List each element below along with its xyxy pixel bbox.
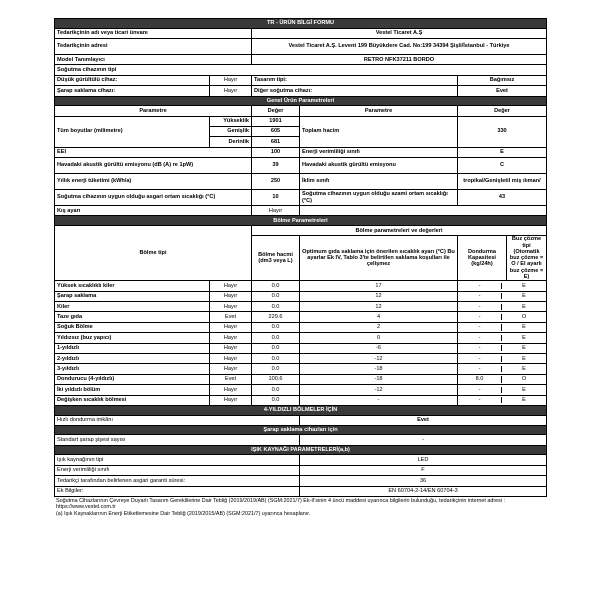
freeze-defrost-header-row xyxy=(458,236,546,280)
param-left-label: Havadaki akustik gürültü emisyonu (dB (A) re 1pW) xyxy=(55,158,252,174)
compartment-defrost-type: E xyxy=(522,282,526,289)
fast-freeze-value: Evet xyxy=(300,415,547,425)
compartment-name: Değişken sıcaklık bölmesi xyxy=(55,395,210,405)
light-source-row xyxy=(55,465,547,475)
type-left-label: Şarap saklama cihazı: xyxy=(55,86,210,96)
compartment-defrost-type: E xyxy=(522,397,526,404)
compartment-freeze-defrost xyxy=(458,353,547,363)
compartment-freeze-capacity: - xyxy=(458,356,502,362)
compartment-name: 2-yıldızlı xyxy=(55,353,210,363)
compartment-present: Hayır xyxy=(210,395,252,405)
product-info-sheet xyxy=(54,18,546,518)
compartment-volume: 0.0 xyxy=(252,302,300,312)
compartment-present: Hayır xyxy=(210,322,252,332)
compartment-name: Kiler xyxy=(55,302,210,312)
dimension-label: Genişlik xyxy=(210,126,252,136)
compartment-temperature: 4 xyxy=(300,312,458,322)
supplier-name-label: Tedarikçinin adı veya ticari ünvanı xyxy=(55,28,252,38)
winter-setting-row xyxy=(55,206,547,216)
model-value: RETRO NFK37211 BORDO xyxy=(252,54,547,64)
type-right-value: Bağımsız xyxy=(458,75,547,85)
compartment-present: Hayır xyxy=(210,364,252,374)
compartment-row xyxy=(55,322,547,332)
supplier-address-value: Vestel Ticaret A.Ş. Levent 199 Büyükdere Cad. No:199 34394 Şişli/İstanbul - Türkiye xyxy=(252,38,547,54)
compartment-volume: 0.0 xyxy=(252,385,300,395)
value-col-header: Değer xyxy=(252,106,300,116)
compartment-temperature: -6 xyxy=(300,343,458,353)
fast-freeze-row xyxy=(55,415,547,425)
light-source-label: Işık kaynağının tipi xyxy=(55,455,300,465)
param-right-label: İklim sınıfı xyxy=(300,174,458,190)
compartment-defrost-type: E xyxy=(522,386,526,393)
compartment-name: 1-yıldızlı xyxy=(55,343,210,353)
param-left-label: Soğutma cihazının uygun olduğu asgari ortam sıcaklığı (°C) xyxy=(55,190,252,206)
compartment-group-title: Bölme parametreleri ve değerleri xyxy=(252,226,547,236)
compartment-freeze-capacity: - xyxy=(458,397,502,403)
general-param-row xyxy=(55,147,547,157)
compartment-freeze-defrost xyxy=(458,322,547,332)
compartment-temperature: 12 xyxy=(300,302,458,312)
compartment-params-header xyxy=(55,216,547,226)
compartment-freeze-defrost xyxy=(458,281,547,291)
footnotes xyxy=(54,497,546,518)
wine-storage-header xyxy=(55,425,547,435)
compartment-freeze-defrost xyxy=(458,312,547,322)
wine-bottles-value: - xyxy=(300,435,547,445)
compartment-type-header: Bölme tipi xyxy=(55,226,252,281)
compartment-temperature: - xyxy=(300,395,458,405)
type-left-value: Hayır xyxy=(210,75,252,85)
compartment-defrost-type: E xyxy=(522,355,526,362)
param-right-value: E xyxy=(458,147,547,157)
defrost-type-col-header: Buz çözme tipi (Otomatik buz çözme = O / El ayarlı buz çözme = E) xyxy=(509,236,544,280)
compartment-defrost-type: E xyxy=(522,324,526,331)
compartment-name: 3-yıldızlı xyxy=(55,364,210,374)
model-row xyxy=(55,54,547,64)
param-right-label: Soğutma cihazının uygun olduğu azami ortam sıcaklığı (°C) xyxy=(300,190,458,206)
wine-storage-header-title: Şarap saklama cihazları için xyxy=(55,425,547,435)
param-left-value: 39 xyxy=(252,158,300,174)
compartment-freeze-defrost xyxy=(458,385,547,395)
general-param-row xyxy=(55,190,547,206)
light-source-row xyxy=(55,476,547,486)
compartment-present: Hayır xyxy=(210,333,252,343)
compartment-present: Hayır xyxy=(210,281,252,291)
general-param-row xyxy=(55,174,547,190)
value-col-header-right: Değer xyxy=(458,106,547,116)
compartment-defrost-type: O xyxy=(521,313,527,320)
compartment-freeze-capacity: - xyxy=(458,283,502,289)
compartment-volume: 100.6 xyxy=(252,374,300,384)
compartment-volume: 0.0 xyxy=(252,322,300,332)
light-source-value: 36 xyxy=(300,476,547,486)
compartment-defrost-type: E xyxy=(522,345,526,352)
compartment-defrost-type: E xyxy=(522,365,526,372)
compartment-freeze-defrost xyxy=(458,333,547,343)
type-right-label: Diğer soğutma cihazı: xyxy=(252,86,458,96)
dimension-value: 605 xyxy=(252,126,300,136)
light-source-row xyxy=(55,455,547,465)
footnote-2: (a) Işık Kaynaklarının Enerji Etiketlemesine Dair Tebliğ (2019/2015/AB) (SGM:2021/7) uyarınca hesaplanır. xyxy=(56,511,311,518)
wine-bottles-row xyxy=(55,435,547,445)
appliance-type-label: Soğutma cihazının tipi xyxy=(55,65,547,75)
compartment-temperature: 12 xyxy=(300,291,458,301)
type-right-value: Evet xyxy=(458,86,547,96)
dimension-value: 1901 xyxy=(252,116,300,126)
compartment-defrost-type: O xyxy=(521,376,527,383)
type-right-label: Tasarım tipi: xyxy=(252,75,458,85)
compartment-name: Yüksek sıcaklıklı kiler xyxy=(55,281,210,291)
compartment-group-row xyxy=(55,226,547,236)
param-col-header: Parametre xyxy=(55,106,252,116)
compartment-defrost-type: E xyxy=(522,303,526,310)
general-params-columns xyxy=(55,106,547,116)
param-left-value: 250 xyxy=(252,174,300,190)
supplier-address-label: Tedarikçinin adresi xyxy=(55,38,252,54)
winter-setting-label: Kış ayarı xyxy=(55,206,252,216)
product-info-table xyxy=(54,18,547,497)
compartment-freeze-defrost xyxy=(458,364,547,374)
type-left-label: Düşük gürültülü cihaz: xyxy=(55,75,210,85)
light-source-label: Ek Bilgiler: xyxy=(55,486,300,496)
compartment-name: Şarap saklama xyxy=(55,291,210,301)
param-right-value: C xyxy=(458,158,547,174)
compartment-volume: 0.0 xyxy=(252,364,300,374)
light-source-label: Enerji verimliliği sınıfı xyxy=(55,465,300,475)
param-left-value: 10 xyxy=(252,190,300,206)
compartment-defrost-type: E xyxy=(522,334,526,341)
temperature-col-header: Optimum gıda saklama için önerilen sıcaklık ayarı (°C) Bu ayarlar Ek IV, Tablo 3'te belirtilen saklama koşulları ile çelişmez xyxy=(300,236,458,281)
compartment-present: Hayır xyxy=(210,302,252,312)
light-source-value: EN 60704-2-14/EN 60704-3 xyxy=(300,486,547,496)
compartment-defrost-type: E xyxy=(522,293,526,300)
light-source-header-title: IŞIK KAYNAĞI PARAMETRELERİ(a,b) xyxy=(55,445,547,455)
compartment-present: Evet xyxy=(210,312,252,322)
compartment-temperature: -12 xyxy=(300,385,458,395)
light-source-label: Tedarikçi tarafından belirlenen asgari garanti süresi: xyxy=(55,476,300,486)
type-left-value: Hayır xyxy=(210,86,252,96)
compartment-freeze-defrost xyxy=(458,302,547,312)
compartment-present: Hayır xyxy=(210,343,252,353)
footnote-1: Soğutma Cihazlarının Çevreye Duyarlı Tasarım Gereklilerine Dair Tebliğ (2019/2019/AB) (SGM:2021/7) Ek-II'sinin 4 üncü maddesi uyarınca bilgilerin bulunduğu, tedarikçinin internet adresi : https://www.vestel.com.tr xyxy=(56,497,506,510)
compartment-temperature: 2 xyxy=(300,322,458,332)
compartment-volume: 0.0 xyxy=(252,333,300,343)
compartment-name: İki yıldızlı bölüm xyxy=(55,385,210,395)
four-star-header xyxy=(55,405,547,415)
compartment-params-header-title: Bölme Parametreleri xyxy=(55,216,547,226)
compartment-freeze-capacity: - xyxy=(458,366,502,372)
type-row xyxy=(55,75,547,85)
winter-setting-value: Hayır xyxy=(252,206,300,216)
type-row xyxy=(55,86,547,96)
compartment-temperature: -18 xyxy=(300,374,458,384)
freeze-defrost-header-table xyxy=(458,236,546,280)
dimension-value: 681 xyxy=(252,137,300,147)
compartment-row xyxy=(55,364,547,374)
dimension-label: Yükseklik xyxy=(210,116,252,126)
compartment-name: Dondurucu (4-yıldızlı) xyxy=(55,374,210,384)
dimension-label: Derinlik xyxy=(210,137,252,147)
freeze-capacity-col-header: Dondurma Kapasitesi (kg/24h) xyxy=(458,236,507,280)
compartment-temperature: 0 xyxy=(300,333,458,343)
general-param-row xyxy=(55,158,547,174)
light-source-header xyxy=(55,445,547,455)
supplier-name-row xyxy=(55,28,547,38)
compartment-row xyxy=(55,395,547,405)
four-star-header-title: 4-YILDIZLI BÖLMELER İÇİN xyxy=(55,405,547,415)
compartment-row xyxy=(55,343,547,353)
appliance-type-row xyxy=(55,65,547,75)
wine-bottles-label: Standart şarap şişesi sayısı xyxy=(55,435,300,445)
compartment-volume: 0.0 xyxy=(252,291,300,301)
compartment-freeze-defrost xyxy=(458,291,547,301)
supplier-address-row xyxy=(55,38,547,54)
compartment-volume: 0.0 xyxy=(252,343,300,353)
volume-col-header: Bölme hacmi (dm3 veya L) xyxy=(252,236,300,281)
compartment-row xyxy=(55,281,547,291)
compartment-freeze-defrost xyxy=(458,343,547,353)
compartment-freeze-capacity: - xyxy=(458,304,502,310)
compartment-freeze-capacity: - xyxy=(458,314,502,320)
general-params-header-title: Genel Ürün Parametreleri xyxy=(55,96,547,106)
freeze-defrost-headers xyxy=(458,236,547,281)
compartment-volume: 229.6 xyxy=(252,312,300,322)
compartment-present: Hayır xyxy=(210,385,252,395)
compartment-row xyxy=(55,302,547,312)
param-col-header-right: Parametre xyxy=(300,106,458,116)
param-right-label: Havadaki akustik gürültü emisyonu xyxy=(300,158,458,174)
compartment-name: Yıldızsız (buz yapıcı) xyxy=(55,333,210,343)
supplier-name-value: Vestel Ticaret A.Ş xyxy=(252,28,547,38)
compartment-freeze-capacity: - xyxy=(458,293,502,299)
light-source-value: F xyxy=(300,465,547,475)
compartment-temperature: 17 xyxy=(300,281,458,291)
compartment-present: Hayır xyxy=(210,353,252,363)
compartment-volume: 0.0 xyxy=(252,353,300,363)
compartment-freeze-defrost xyxy=(458,374,547,384)
compartment-freeze-capacity: - xyxy=(458,324,502,330)
compartment-name: Taze gıda xyxy=(55,312,210,322)
compartment-present: Hayır xyxy=(210,291,252,301)
compartment-temperature: -18 xyxy=(300,364,458,374)
compartment-row xyxy=(55,333,547,343)
compartment-present: Evet xyxy=(210,374,252,384)
param-right-label: Enerji verimliliği sınıfı xyxy=(300,147,458,157)
form-title-title: TR - ÜRÜN BİLGİ FORMU xyxy=(55,19,547,29)
total-volume-label: Toplam hacim xyxy=(300,116,458,147)
general-params-header xyxy=(55,96,547,106)
dimension-row xyxy=(55,116,547,126)
compartment-volume: 0.0 xyxy=(252,281,300,291)
fast-freeze-label: Hızlı dondurma imkânı xyxy=(55,415,300,425)
compartment-freeze-capacity: - xyxy=(458,345,502,351)
param-right-value: 43 xyxy=(458,190,547,206)
compartment-freeze-defrost xyxy=(458,395,547,405)
light-source-row xyxy=(55,486,547,496)
param-left-label: Yıllık enerji tüketimi (kWh/a) xyxy=(55,174,252,190)
compartment-temperature: -12 xyxy=(300,353,458,363)
compartment-row xyxy=(55,312,547,322)
form-title xyxy=(55,19,547,29)
compartment-row xyxy=(55,291,547,301)
param-left-label: EEI xyxy=(55,147,252,157)
light-source-value: LED xyxy=(300,455,547,465)
compartment-row xyxy=(55,353,547,363)
total-volume-value: 330 xyxy=(458,116,547,147)
empty-cell xyxy=(300,206,547,216)
compartment-freeze-capacity: - xyxy=(458,387,502,393)
dimensions-label: Tüm boyutlar (milimetre) xyxy=(55,116,210,147)
param-left-value: 100 xyxy=(252,147,300,157)
compartment-freeze-capacity: - xyxy=(458,335,502,341)
param-right-value: tropikal/Genişletil miş ılıman/ xyxy=(458,174,547,190)
compartment-row xyxy=(55,374,547,384)
compartment-row xyxy=(55,385,547,395)
compartment-volume: 0.0 xyxy=(252,395,300,405)
model-label: Model Tanımlayıcı xyxy=(55,54,252,64)
compartment-freeze-capacity: 8.0 xyxy=(458,376,502,382)
compartment-name: Soğuk Bölme xyxy=(55,322,210,332)
